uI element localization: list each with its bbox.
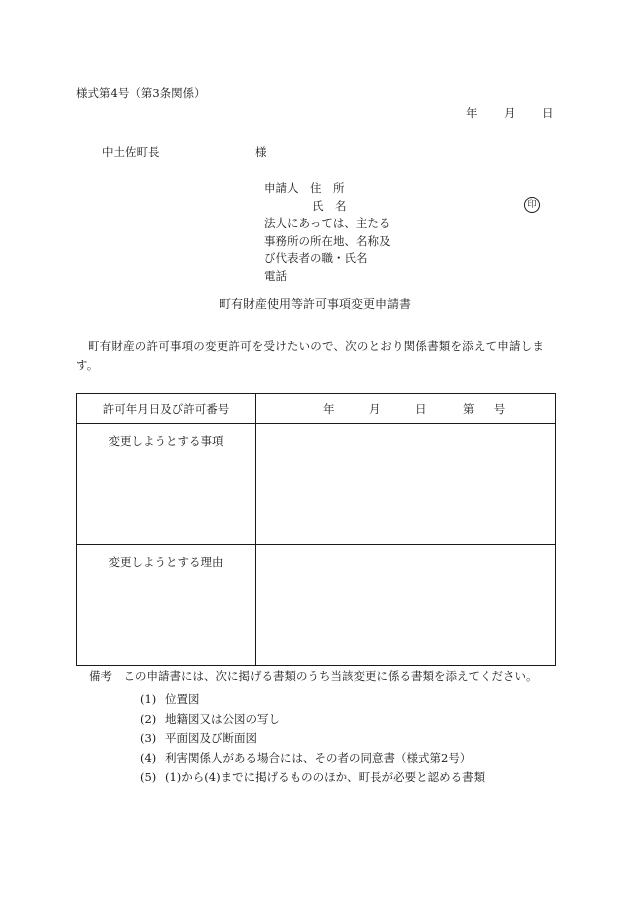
corp-note-1: 法人にあっては、主たる <box>264 216 391 231</box>
table-row <box>77 394 556 424</box>
permit-dai-label: 第 <box>463 401 475 416</box>
document-title: 町有財産使用等許可事項変更申請書 <box>218 297 411 311</box>
list-item: (1) 位置図 <box>140 692 200 706</box>
permit-day-label: 日 <box>415 401 427 416</box>
table-row <box>77 424 556 545</box>
list-item: (2) 地籍図又は公図の写し <box>140 711 280 726</box>
addressee-name: 中土佐町長 <box>102 145 160 159</box>
permit-date-number-field[interactable] <box>256 394 556 424</box>
phone-label: 電話 <box>264 268 287 283</box>
applicant-block <box>264 180 391 286</box>
applicant-address-label: 申請人 住 所 <box>264 181 345 195</box>
change-items-label: 変更しようとする事項 <box>77 424 256 545</box>
applicant-name-label: 氏 名 <box>312 198 347 213</box>
change-reason-field[interactable] <box>256 545 556 666</box>
permit-go-label: 号 <box>493 401 506 416</box>
permit-month-label: 月 <box>369 401 381 416</box>
date-year: 年 <box>466 106 478 120</box>
body-text: 町有財産の許可事項の変更許可を受けたいので、次のとおり関係書類を添えて申請します。 <box>76 339 545 372</box>
seal-icon: 印 <box>524 197 540 213</box>
list-item: (4) 利害関係人がある場合には、その者の同意書（様式第2号） <box>140 750 472 765</box>
date-month: 月 <box>504 106 516 120</box>
remarks-list <box>140 690 485 788</box>
date-day: 日 <box>542 106 554 120</box>
change-items-field[interactable] <box>256 424 556 545</box>
application-table <box>76 393 556 666</box>
permit-date-number-label: 許可年月日及び許可番号 <box>77 394 256 424</box>
date-line <box>466 106 554 120</box>
list-item: (3) 平面図及び断面図 <box>140 731 257 746</box>
permit-year-label: 年 <box>323 401 335 416</box>
corp-note-2: 事務所の所在地、名称及 <box>264 233 391 248</box>
list-item: (5) (1)から(4)までに掲げるもののほか、町長が必要と認める書類 <box>140 770 486 785</box>
addressee-honorific: 様 <box>255 145 267 159</box>
change-reason-label: 変更しようとする理由 <box>77 545 256 666</box>
remarks-intro: 備考 この申請書には、次に掲げる書類のうち当該変更に係る書類を添えてください。 <box>89 669 538 683</box>
form-number: 様式第4号（第3条関係） <box>76 86 206 100</box>
corp-note-3: び代表者の職・氏名 <box>264 251 368 266</box>
table-row <box>77 545 556 666</box>
